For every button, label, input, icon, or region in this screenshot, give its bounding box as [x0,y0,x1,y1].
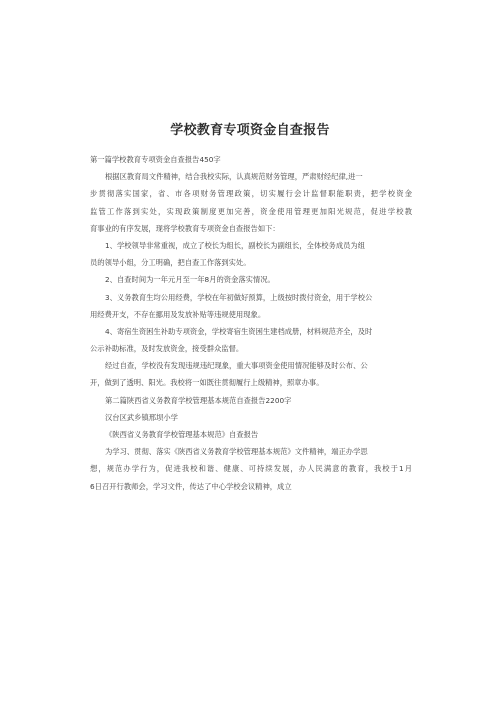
paragraph-line: 经过自查，学校没有发现违规违纪现象，重大事项资金使用情况能够及时公布、公 [105,361,368,371]
paragraph-line: 员的领导小组，分工明确，把自查工作落到实处。 [90,258,251,268]
paragraph-line: 6日召开行教师会，学习文件，传达了中心学校会议精神，成立 [90,481,292,491]
paragraph-line: 想，规范办学行为，促进我校和谐、健康、可持续发展，办人民满意的教育，我校于1月 [90,464,412,474]
document-body [90,151,412,495]
report-subtitle: 《陕西省义务教育学校管理基本规范》自查报告 [105,430,259,439]
paragraph-line: 2、自查时间为一年元月至一年8月的资金落实情况。 [105,275,275,285]
school-name: 汉台区武乡镇邢坝小学 [105,412,178,422]
paragraph-line: 根据区教育局文件精神，结合我校实际，认真规范财务管理，严肃财经纪律,进一 [105,172,363,182]
paragraph-line: 1、学校领导非常重视，成立了校长为组长，副校长为副组长，全体校务成员为组 [105,240,366,250]
document-title: 学校教育专项资金自查报告 [170,123,330,138]
paragraph-line: 3、义务教育生均公用经费，学校在年初做好预算，上级按时拨付资金，用于学校公 [105,292,373,302]
heading-first-article: 第一篇学校教育专项资金自查报告450字 [90,155,221,164]
paragraph-line: 步贯彻落实国家，省、市各项财务管理政策，切实履行会计监督职能职责，把学校资金 [90,189,412,199]
paragraph-line: 为学习、贯彻、落实《陕西省义务教育学校管理基本规范》文件精神，端正办学思 [105,447,368,457]
paragraph-line: 育事业的有序发展，现将学校教育专项资金自查报告如下： [90,223,280,233]
paragraph-line: 监管工作落到实处，实现政策制度更加完善，资金使用管理更加阳光规范，促进学校教 [90,206,412,216]
paragraph-line: 开，做到了透明、阳光。我校将一如既往贯彻履行上级精神，照章办事。 [90,378,324,388]
paragraph-line: 4、寄宿生资困生补助专项资金，学校寄宿生资困生建档成册，材料规范齐全，及时 [105,326,373,336]
paragraph-line: 用经费开支，不存在挪用及发放补贴等违规使用现象。 [90,309,266,319]
heading-second-article: 第二篇陕西省义务教育学校管理基本规范自查报告2200字 [105,395,292,405]
paragraph-line: 公示补助标准，及时发放资金，接受群众监督。 [90,344,244,354]
